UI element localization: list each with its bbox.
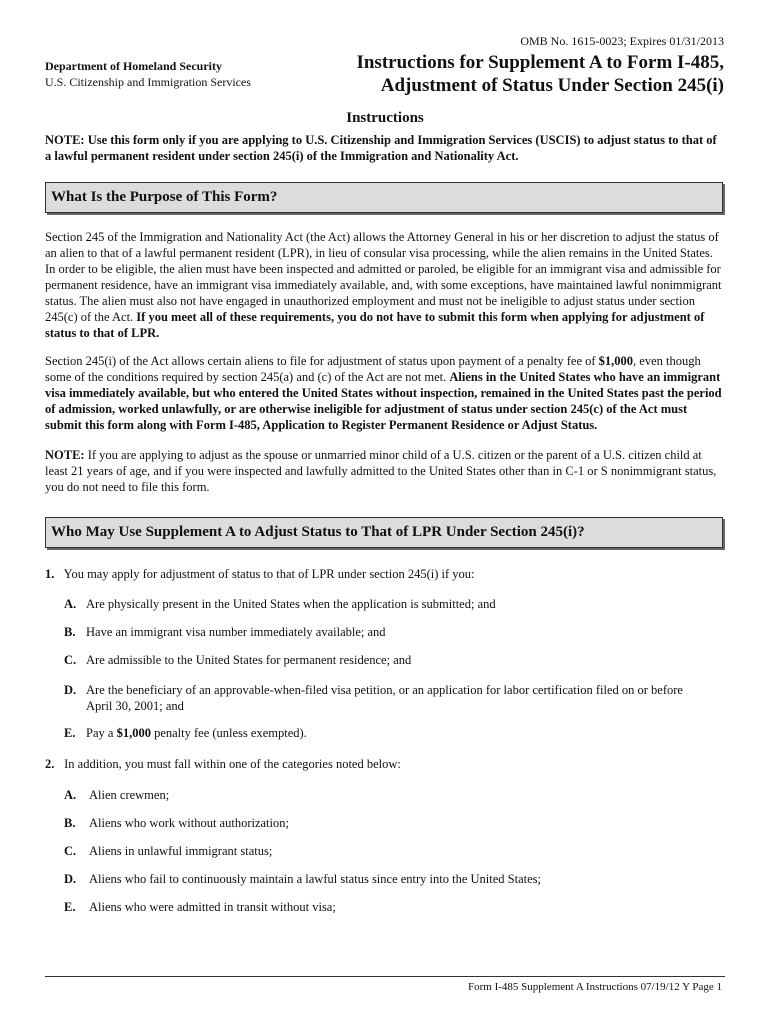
q2-item-b xyxy=(64,815,724,831)
form-title-line-1: Instructions for Supplement A to Form I-485, xyxy=(356,52,724,73)
note-label: NOTE: xyxy=(45,448,85,462)
q1-item-c-text: Are admissible to the United States for permanent residence; and xyxy=(86,653,412,667)
question-2 xyxy=(45,756,725,772)
agency-block xyxy=(45,58,251,90)
note-text: If you are applying to adjust as the spouse or unmarried minor child of a U.S. citizen or the parent of a U.S. citizen child at least 21 years of age, and if you were inspected and lawfully admitted to the United States other than in C-1 or S nonimmigrant status, you do not need to file this form. xyxy=(45,448,717,494)
form-title-line-2: Adjustment of Status Under Section 245(i) xyxy=(380,75,724,96)
purpose-paragraph-1 xyxy=(45,229,725,341)
purpose-paragraph-2-text-b: , even though some of the conditions required by section 245(a) and (c) of the Act are not met. xyxy=(45,354,701,384)
purpose-paragraph-2-bold: Aliens in the United States who have an immigrant visa immediately available, but who entered the United States without inspection, remained in the United States past the period of admission, worked unlawfully, or are otherwise ineligible for adjustment of status under section 245(c) of the Act must submit this form along with Form I-485, Application to Register Permanent Residence or Adjust Status. xyxy=(45,370,722,432)
q2-item-c-label: C. xyxy=(64,844,77,858)
purpose-paragraph-1-text: Section 245 of the Immigration and Nationality Act (the Act) allows the Attorney General in his or her discretion to adjust the status of an alien to that of a lawful permanent resident (LPR), in lieu of consular visa processing, while the alien remains in the United States. In order to be eligible, the alien must have been inspected and admitted or paroled, be eligible for an immigrant visa and admissible for permanent residence, have an immigrant visa immediately available, and, with some exceptions, have maintained lawful nonimmigrant status. The alien must also not have engaged in unauthorized employment and must not be ineligible to adjust status under section 245(c) of the Act. xyxy=(45,230,722,324)
q1-item-c-label: C. xyxy=(64,653,77,667)
q2-item-a-text: Alien crewmen; xyxy=(89,788,170,802)
q2-item-e xyxy=(64,899,724,915)
q1-item-b-text: Have an immigrant visa number immediately available; and xyxy=(86,625,386,639)
instructions-heading: Instructions xyxy=(346,110,424,126)
q2-item-d xyxy=(64,871,724,887)
form-title xyxy=(356,51,724,97)
q1-item-e-label: E. xyxy=(64,726,76,740)
purpose-paragraph-1-bold: If you meet all of these requirements, you do not have to submit this form when applying for adjustment of status to that of LPR. xyxy=(45,310,705,340)
note-paragraph xyxy=(45,447,725,495)
q2-item-b-text: Aliens who work without authorization; xyxy=(89,816,289,830)
q2-item-a-label: A. xyxy=(64,788,77,802)
question-2-text: In addition, you must fall within one of the categories noted below: xyxy=(64,757,401,771)
q1-item-e xyxy=(64,725,724,741)
agency-name: U.S. Citizenship and Immigration Services xyxy=(45,75,251,89)
q1-item-e-text-b: penalty fee (unless exempted). xyxy=(154,726,307,740)
omb-number: OMB No. 1615-0023; Expires 01/31/2013 xyxy=(520,34,724,48)
page-footer: Form I-485 Supplement A Instructions 07/19/12 Y Page 1 xyxy=(467,981,722,993)
question-1 xyxy=(45,566,725,582)
purpose-paragraph-2 xyxy=(45,353,725,433)
q1-item-b-label: B. xyxy=(64,625,76,639)
q2-item-c-text: Aliens in unlawful immigrant status; xyxy=(89,844,273,858)
q1-item-d xyxy=(64,682,706,714)
q2-item-a xyxy=(64,787,724,803)
q1-item-a-text: Are physically present in the United States when the application is submitted; and xyxy=(86,597,496,611)
question-1-number: 1. xyxy=(45,567,55,581)
question-2-number: 2. xyxy=(45,757,55,771)
q1-item-c xyxy=(64,652,724,668)
q1-item-a-label: A. xyxy=(64,597,77,611)
q2-item-c xyxy=(64,843,724,859)
q1-item-b xyxy=(64,624,724,640)
q1-item-e-fee: $1,000 xyxy=(116,726,151,740)
q2-item-d-text: Aliens who fail to continuously maintain a lawful status since entry into the United States; xyxy=(89,872,542,886)
q1-item-d-label: D. xyxy=(64,683,77,697)
q2-item-d-label: D. xyxy=(64,872,77,886)
purpose-section-heading: What Is the Purpose of This Form? xyxy=(45,182,723,213)
q1-item-a xyxy=(64,596,724,612)
q2-item-e-label: E. xyxy=(64,900,76,914)
q1-item-e-text-a: Pay a xyxy=(86,726,114,740)
footer-rule xyxy=(45,976,725,977)
question-1-text: You may apply for adjustment of status to that of LPR under section 245(i) if you: xyxy=(63,567,475,581)
q2-item-b-label: B. xyxy=(64,816,76,830)
department-name: Department of Homeland Security xyxy=(45,59,222,73)
top-note: NOTE: Use this form only if you are applying to U.S. Citizenship and Immigration Services (USCIS) to adjust status to that of a lawful permanent resident under section 245(i) of the Immigration and Nationality Act. xyxy=(45,133,717,163)
q1-item-d-text: Are the beneficiary of an approvable-when-filed visa petition, or an application for labor certification filed on or before April 30, 2001; and xyxy=(86,683,683,713)
who-section-heading: Who May Use Supplement A to Adjust Status to That of LPR Under Section 245(i)? xyxy=(45,517,723,548)
penalty-fee-amount: $1,000 xyxy=(598,354,634,368)
q2-item-e-text: Aliens who were admitted in transit without visa; xyxy=(89,900,336,914)
purpose-paragraph-2-text-a: Section 245(i) of the Act allows certain aliens to file for adjustment of status upon payment of a penalty fee of xyxy=(45,354,596,368)
